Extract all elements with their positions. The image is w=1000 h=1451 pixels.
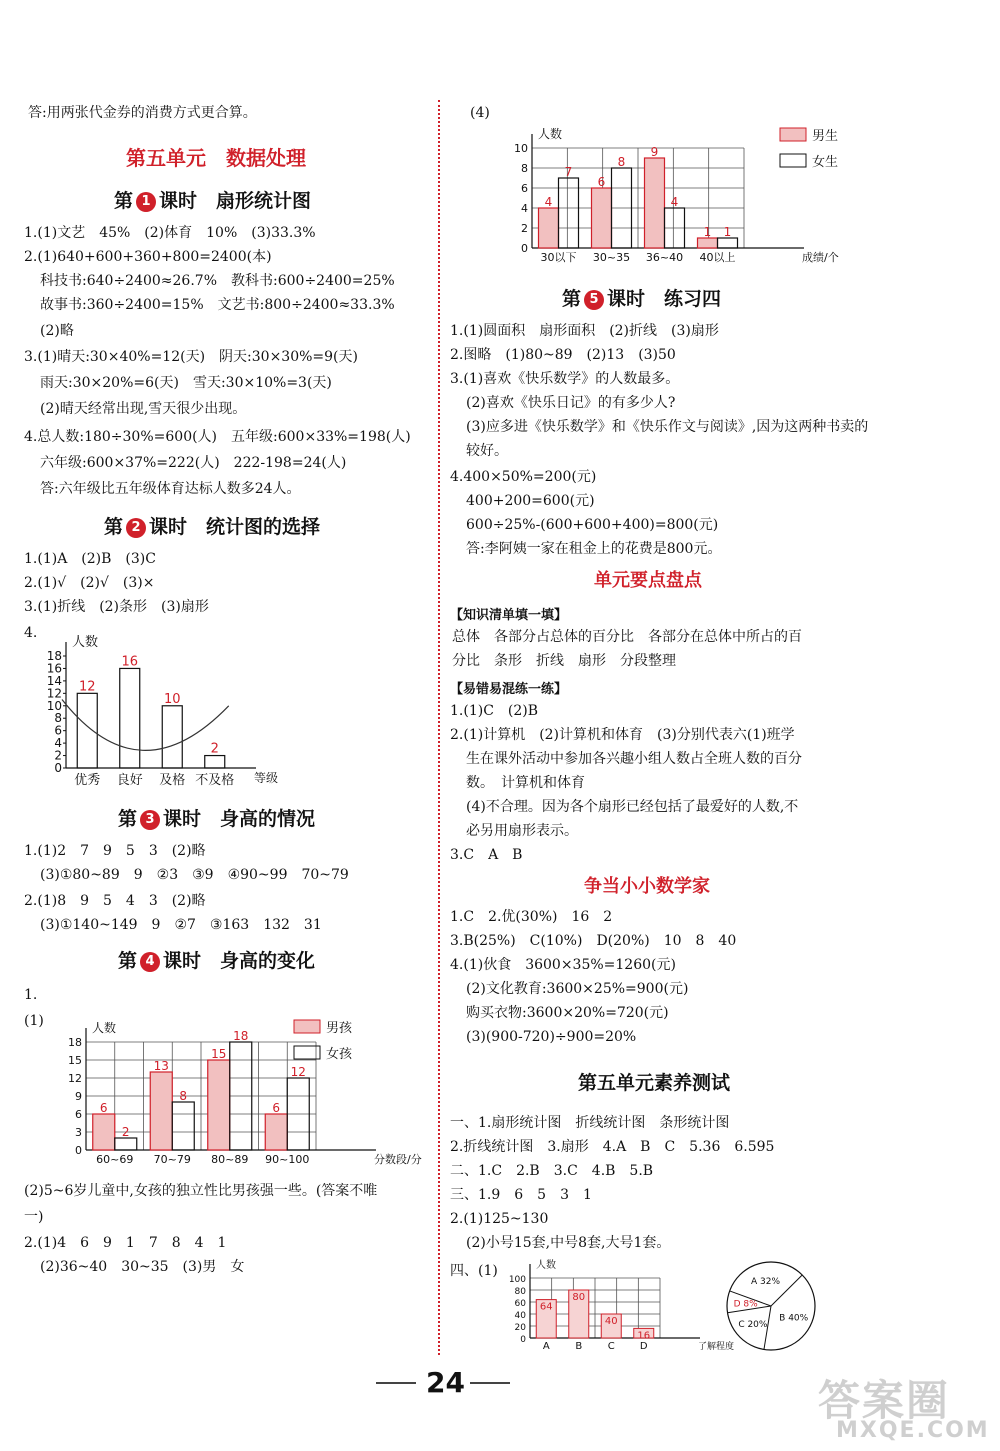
bar-value-label: 18 — [233, 1029, 249, 1043]
y-tick-label: 12 — [46, 686, 62, 701]
bar-series2 — [559, 178, 579, 248]
y-tick-label: 4 — [521, 202, 528, 215]
bar-value-label: 2 — [210, 741, 219, 757]
page-rule-left — [376, 1382, 416, 1384]
math-line: 1.C 2.优(30%) 16 2 — [450, 909, 613, 925]
bar-value-label: 1 — [703, 225, 712, 239]
x-tick-label: 30~35 — [592, 251, 631, 264]
test-line: 四、(1) — [450, 1263, 498, 1279]
l4-line: 1. — [24, 987, 38, 1003]
x-tick-label: 及格 — [159, 773, 186, 788]
y-axis-label: 人数 — [536, 1260, 556, 1271]
y-tick-label: 16 — [46, 661, 62, 676]
l3-line: 1.(1)2 7 9 5 3 (2)略 — [24, 843, 206, 859]
l2-line: 2.(1)√ (2)√ (3)× — [24, 575, 155, 591]
lesson3-num: 3 — [140, 810, 160, 830]
test-title: 第五单元素养测试 — [578, 1072, 731, 1094]
y-tick-label: 40 — [514, 1311, 526, 1321]
lesson2-title — [104, 512, 320, 539]
review-line: 1.(1)C (2)B — [450, 703, 539, 719]
test-line: 2.折线统计图 3.扇形 4.A B C 5.36 6.595 — [450, 1139, 775, 1155]
l3-line: 2.(1)8 9 5 4 3 (2)略 — [24, 893, 206, 909]
bar-value-label: 4 — [544, 195, 553, 209]
y-tick-label: 4 — [54, 736, 62, 751]
intro-answer: 答:用两张代金券的消费方式更合算。 — [28, 105, 257, 121]
lesson1-pre: 第 — [114, 190, 134, 212]
page-number: 24 — [426, 1366, 465, 1399]
review-tag2: 【易错易混练一练】 — [450, 682, 568, 697]
lesson4-pre: 第 — [118, 950, 138, 972]
x-tick-label: 优秀 — [74, 773, 101, 788]
test-line: (2)小号15套,中号8套,大号1套。 — [466, 1235, 671, 1251]
bar-value-label: 13 — [153, 1059, 169, 1073]
pie-slice-label: A 32% — [751, 1277, 781, 1288]
y-tick-label: 18 — [46, 649, 62, 663]
x-tick-label: 80~89 — [211, 1153, 249, 1166]
bar-value-label: 12 — [78, 679, 96, 695]
column-divider — [438, 100, 440, 1355]
bar-value-label: 8 — [617, 155, 626, 169]
y-tick-label: 18 — [68, 1036, 82, 1049]
l1-line: 答:六年级比五年级体育达标人数多24人。 — [40, 481, 301, 497]
q4-label: (4) — [470, 105, 490, 121]
lesson4-num: 4 — [140, 952, 160, 972]
l4-line: 一) — [24, 1209, 44, 1225]
review-fill: 分比 条形 折线 扇形 分段整理 — [452, 653, 676, 669]
lesson4-title — [118, 946, 315, 973]
y-tick-label: 2 — [54, 748, 62, 763]
watermark-logo: 答案圈 — [818, 1376, 951, 1425]
x-tick-label: C — [607, 1341, 615, 1352]
bar-series2 — [172, 1102, 194, 1150]
bar-series1 — [698, 238, 718, 248]
l1-line: (2)略 — [40, 323, 74, 339]
y-tick-label: 8 — [521, 162, 528, 175]
l5-line: 1.(1)圆面积 扇形面积 (2)折线 (3)扇形 — [450, 323, 719, 339]
x-axis-label: 了解程度 — [698, 1342, 735, 1352]
math-line: 购买衣物:3600×20%=720(元) — [466, 1005, 669, 1021]
y-tick-label: 15 — [68, 1054, 82, 1067]
l5-line: 2.图略 (1)80~89 (2)13 (3)50 — [450, 347, 676, 363]
bar-series2 — [718, 238, 738, 248]
y-axis-label: 人数 — [72, 635, 99, 650]
x-tick-label: 90~100 — [265, 1153, 310, 1166]
bar-value-label: 6 — [597, 175, 606, 189]
test-line: 二、1.C 2.B 3.C 4.B 5.B — [450, 1163, 654, 1179]
l5-line: 4.400×50%=200(元) — [450, 469, 597, 485]
pie-slice-label: B 40% — [779, 1313, 809, 1324]
l5-line: 600÷25%-(600+600+400)=800(元) — [466, 517, 719, 533]
bar-value-label: 9 — [650, 145, 659, 159]
l5-line: (3)应多进《快乐数学》和《快乐作文与阅读》,因为这两种书卖的 — [466, 419, 869, 435]
x-axis-label: 成绩/个 — [802, 251, 839, 264]
bar-value-label: 64 — [539, 1301, 553, 1313]
x-tick-label: A — [542, 1341, 550, 1352]
chart-test-bar — [500, 1260, 735, 1358]
review-line: (4)不合理。因为各个扇形已经包括了最爱好的人数,不 — [466, 799, 799, 815]
chart-right-4 — [488, 108, 868, 278]
legend-swatch — [780, 154, 806, 167]
y-axis-label: 人数 — [92, 1021, 117, 1035]
review-fill: 总体 各部分占总体的百分比 各部分在总体中所占的百 — [452, 629, 802, 645]
bar-series1 — [592, 188, 612, 248]
test-line: 一、1.扇形统计图 折线统计图 条形统计图 — [450, 1115, 730, 1131]
chart-lesson4 — [46, 1010, 426, 1170]
l2-line: 1.(1)A (2)B (3)C — [24, 551, 156, 567]
x-tick-label: D — [639, 1341, 648, 1352]
legend-swatch — [294, 1020, 320, 1033]
legend-label: 女孩 — [326, 1047, 353, 1062]
review-line: 2.(1)计算机 (2)计算机和体育 (3)分别代表六(1)班学 — [450, 727, 795, 743]
legend-label: 男生 — [812, 129, 839, 144]
bar-series1 — [208, 1060, 230, 1150]
chart-lesson2 — [30, 628, 320, 798]
y-axis-label: 人数 — [538, 127, 563, 141]
pie-slice-label: C 20% — [738, 1319, 768, 1330]
y-tick-label: 3 — [75, 1126, 82, 1139]
y-tick-label: 2 — [521, 222, 528, 235]
x-tick-label: 40以上 — [699, 251, 736, 264]
bar-series2 — [115, 1138, 137, 1150]
l5-line: 400+200=600(元) — [466, 493, 595, 509]
y-tick-label: 0 — [521, 242, 528, 255]
math-line: (2)文化教育:3600×25%=900(元) — [466, 981, 689, 997]
l3-line: (3)①80~89 9 ②3 ③9 ④90~99 70~79 — [40, 867, 349, 883]
bar-series1 — [150, 1072, 172, 1150]
l1-line: (2)晴天经常出现,雪天很少出现。 — [40, 401, 247, 417]
y-tick-label: 6 — [54, 723, 62, 738]
y-tick-label: 10 — [514, 142, 528, 155]
l5-line: 3.(1)喜欢《快乐数学》的人数最多。 — [450, 371, 680, 387]
y-tick-label: 20 — [514, 1323, 526, 1333]
page-rule-right — [470, 1382, 510, 1384]
test-line: 2.(1)125~130 — [450, 1211, 549, 1227]
bar-value-label: 10 — [163, 691, 181, 707]
l2-line: 3.(1)折线 (2)条形 (3)扇形 — [24, 599, 209, 615]
lesson5-title — [562, 284, 721, 311]
bar-value-label: 6 — [99, 1101, 108, 1115]
x-tick-label: 30以下 — [540, 251, 577, 264]
bar-value-label: 80 — [572, 1292, 586, 1303]
y-tick-label: 6 — [521, 182, 528, 195]
x-tick-label: 36~40 — [645, 251, 684, 264]
bar-value-label: 1 — [723, 225, 732, 239]
x-tick-label: 不及格 — [195, 773, 235, 788]
lesson3-post: 课时 身高的情况 — [163, 808, 316, 830]
bar-value-label: 16 — [637, 1330, 651, 1342]
l3-line: (3)①140~149 9 ②7 ③163 132 31 — [40, 917, 322, 933]
l4-line: 2.(1)4 6 9 1 7 8 4 1 — [24, 1235, 227, 1251]
l1-line: 2.(1)640+600+360+800=2400(本) — [24, 249, 272, 265]
l1-line: 4.总人数:180÷30%=600(人) 五年级:600×33%=198(人) — [24, 429, 411, 445]
l1-line: 故事书:360÷2400=15% 文艺书:800÷2400≈33.3% — [40, 297, 395, 313]
l4-line: (2)5~6岁儿童中,女孩的独立性比男孩强一些。(答案不唯 — [24, 1183, 378, 1199]
l5-line: 较好。 — [466, 443, 508, 459]
x-tick-label: 60~69 — [96, 1153, 134, 1166]
lesson2-post: 课时 统计图的选择 — [149, 516, 321, 538]
y-tick-label: 100 — [508, 1275, 526, 1285]
bar — [162, 706, 182, 768]
bar — [205, 756, 225, 768]
review-line: 必另用扇形表示。 — [466, 823, 578, 839]
legend-label: 女生 — [812, 155, 839, 170]
lesson5-pre: 第 — [562, 288, 582, 310]
trend-curve — [62, 700, 229, 751]
bar-value-label: 40 — [604, 1316, 618, 1327]
bar-value-label: 12 — [290, 1065, 306, 1079]
lesson3-title — [118, 804, 315, 831]
lesson1-post: 课时 扇形统计图 — [159, 190, 312, 212]
bar-value-label: 15 — [211, 1047, 227, 1061]
y-tick-label: 12 — [68, 1072, 82, 1085]
l1-line: 科技书:640÷2400≈26.7% 教科书:600÷2400=25% — [40, 273, 395, 289]
bar-series1 — [93, 1114, 115, 1150]
unit-title: 第五单元 数据处理 — [126, 146, 306, 170]
lesson1-num: 1 — [136, 192, 156, 212]
y-tick-label: 8 — [54, 711, 62, 726]
y-tick-label: 0 — [54, 761, 62, 775]
l1-line: 六年级:600×37%=222(人) 222-198=24(人) — [40, 455, 347, 471]
l1-line: 雨天:30×20%=6(天) 雪天:30×10%=3(天) — [40, 375, 332, 391]
lesson1-title — [114, 186, 311, 213]
y-tick-label: 10 — [46, 698, 62, 713]
l5-line: 答:李阿姨一家在租金上的花费是800元。 — [466, 541, 722, 557]
bar-value-label: 7 — [564, 165, 573, 179]
y-tick-label: 6 — [75, 1108, 82, 1121]
l5-line: (2)喜欢《快乐日记》的有多少人? — [466, 395, 676, 411]
math-line: 3.B(25%) C(10%) D(20%) 10 8 40 — [450, 933, 737, 949]
l1-line: 1.(1)文艺 45% (2)体育 10% (3)33.3% — [24, 225, 316, 241]
review-line: 数。 计算机和体育 — [466, 775, 585, 791]
l4-line: (2)36~40 30~35 (3)男 女 — [40, 1259, 245, 1275]
bar-value-label: 8 — [179, 1089, 188, 1103]
bar — [77, 693, 97, 768]
y-tick-label: 60 — [514, 1299, 526, 1309]
review-line: 生在课外活动中参加各兴趣小组人数占全班人数的百分 — [466, 751, 802, 767]
l2-line: 4. — [24, 625, 38, 641]
x-axis-label: 等级 — [254, 771, 279, 785]
review-tag1: 【知识清单填一填】 — [450, 608, 568, 623]
watermark-site: MXQE.COM — [836, 1418, 990, 1443]
lesson3-pre: 第 — [118, 808, 138, 830]
mathematician-title: 争当小小数学家 — [584, 876, 710, 897]
math-line: 4.(1)伙食 3600×35%=1260(元) — [450, 957, 676, 973]
x-axis-label: 分数段/分 — [374, 1153, 422, 1166]
math-line: (3)(900-720)÷900=20% — [466, 1029, 637, 1045]
bar-value-label: 2 — [121, 1125, 130, 1139]
lesson2-num: 2 — [126, 518, 146, 538]
bar-value-label: 16 — [121, 654, 139, 670]
lesson4-post: 课时 身高的变化 — [163, 950, 316, 972]
bar-series1 — [265, 1114, 287, 1150]
test-line: 三、1.9 6 5 3 1 — [450, 1187, 592, 1203]
bar-series1 — [645, 158, 665, 248]
lesson5-num: 5 — [584, 290, 604, 310]
pie-slice-label: D 8% — [733, 1299, 758, 1310]
y-tick-label: 14 — [46, 673, 62, 688]
l1-line: 3.(1)晴天:30×40%=12(天) 阴天:30×30%=9(天) — [24, 349, 358, 365]
x-tick-label: 良好 — [116, 773, 143, 788]
y-tick-label: 0 — [75, 1144, 82, 1157]
legend-swatch — [780, 128, 806, 141]
bar — [120, 668, 140, 768]
lesson5-post: 课时 练习四 — [607, 288, 722, 310]
y-tick-label: 80 — [514, 1287, 526, 1297]
legend-label: 男孩 — [326, 1021, 353, 1036]
x-tick-label: B — [575, 1341, 583, 1352]
chart-test-pie — [716, 1256, 826, 1356]
review-line: 3.C A B — [450, 847, 523, 863]
y-tick-label: 9 — [75, 1090, 82, 1103]
y-tick-label: 0 — [520, 1335, 526, 1345]
bar-series1 — [539, 208, 559, 248]
bar-value-label: 6 — [272, 1101, 281, 1115]
x-tick-label: 70~79 — [153, 1153, 191, 1166]
l4-line: (1) — [24, 1013, 44, 1029]
lesson2-pre: 第 — [104, 516, 124, 538]
bar-value-label: 4 — [670, 195, 679, 209]
review-title: 单元要点盘点 — [594, 570, 702, 591]
